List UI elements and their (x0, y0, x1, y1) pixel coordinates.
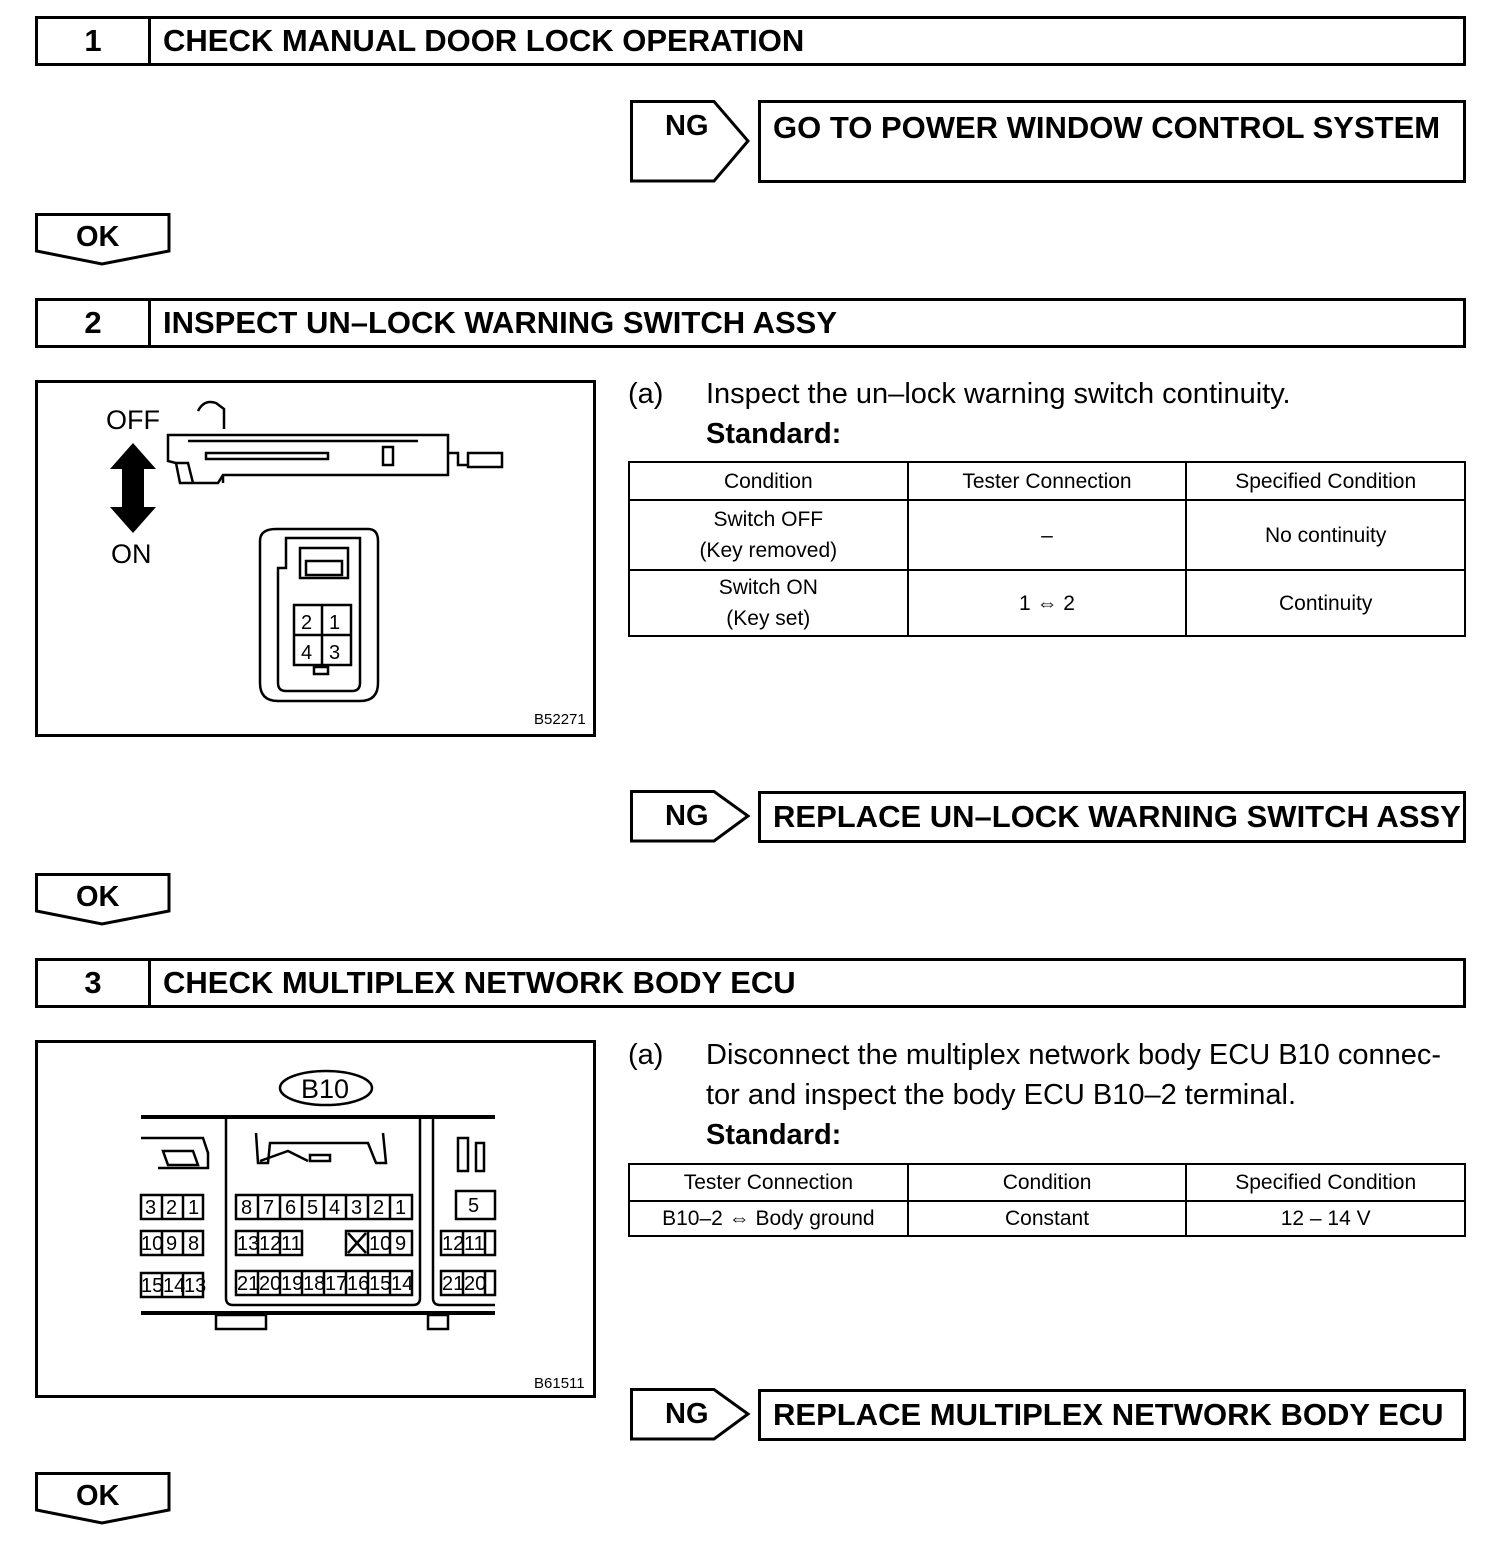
step-number: 2 (38, 301, 151, 345)
pin-label: 10 (141, 1233, 164, 1255)
step-title: INSPECT UN–LOCK WARNING SWITCH ASSY (163, 305, 837, 340)
ecu-connector-illustration (38, 1043, 593, 1395)
on-off-arrow-icon (110, 443, 156, 533)
pin-label: 3 (329, 642, 341, 664)
table-header-row (629, 1164, 1465, 1201)
pin-label: 13 (237, 1233, 260, 1255)
pin-label: 8 (241, 1197, 253, 1219)
ng-label: NG (665, 800, 709, 832)
table-cell: – (908, 500, 1187, 570)
pin-label: 12 (442, 1233, 465, 1255)
pin-label: 2 (373, 1197, 385, 1219)
step-2-header (35, 298, 1466, 348)
pin-label: 16 (347, 1273, 370, 1295)
pin-label: 20 (259, 1273, 282, 1295)
instruction-text: tor and inspect the body ECU B10–2 terminal. (706, 1079, 1296, 1111)
pin-label: 3 (145, 1197, 157, 1219)
pin-label: 21 (442, 1273, 465, 1295)
table-header: Specified Condition (1186, 462, 1465, 500)
continuity-table (628, 461, 1466, 637)
table-cell: No continuity (1186, 500, 1465, 570)
pin-label: 13 (184, 1275, 207, 1297)
pin-label: 18 (303, 1273, 326, 1295)
off-label: OFF (106, 405, 160, 435)
pin-label: 14 (163, 1275, 186, 1297)
ecu-connector-figure (35, 1040, 596, 1398)
step-1-header (35, 16, 1466, 66)
table-cell (629, 570, 908, 636)
pin-label: 11 (281, 1233, 302, 1255)
ng-label: NG (665, 110, 709, 142)
pin-label: 8 (188, 1233, 200, 1255)
ok-label: OK (76, 1480, 120, 1512)
table-cell: Constant (908, 1201, 1187, 1236)
standard-label: Standard: (706, 1119, 842, 1151)
ng-action-box[interactable] (758, 100, 1466, 183)
on-label: ON (111, 539, 152, 569)
instruction-text: Disconnect the multiplex network body ECU B10 connec- (706, 1039, 1442, 1071)
ng-action-box[interactable] (758, 791, 1466, 843)
pin-label: 15 (141, 1275, 164, 1297)
table-header: Specified Condition (1186, 1164, 1465, 1201)
b10-connector-icon (141, 1117, 495, 1329)
pin-label: 17 (325, 1273, 348, 1295)
ng-action-text: REPLACE MULTIPLEX NETWORK BODY ECU (773, 1397, 1444, 1432)
pin-label: 9 (395, 1233, 407, 1255)
pin-label: 10 (369, 1233, 392, 1255)
pin-label: 15 (369, 1273, 392, 1295)
pin-label: 19 (281, 1273, 304, 1295)
pin-label: 2 (166, 1197, 178, 1219)
condition-line: Switch ON (718, 576, 818, 599)
pin-label: 11 (464, 1233, 485, 1255)
table-header-row (629, 462, 1465, 500)
table-header: Condition (908, 1164, 1187, 1201)
ng-action-text: REPLACE UN–LOCK WARNING SWITCH ASSY (773, 799, 1461, 834)
pin-label: 5 (468, 1195, 480, 1217)
ok-label: OK (76, 221, 120, 253)
ng-action-text: GO TO POWER WINDOW CONTROL SYSTEM (773, 110, 1441, 145)
instruction-marker: (a) (628, 1039, 664, 1071)
ok-label: OK (76, 881, 120, 913)
voltage-table (628, 1163, 1466, 1237)
switch-figure (35, 380, 596, 737)
pin-label: 1 (395, 1197, 407, 1219)
ng-label: NG (665, 1398, 709, 1430)
connector-icon (260, 529, 378, 701)
pin-label: 4 (329, 1197, 341, 1219)
step-title: CHECK MANUAL DOOR LOCK OPERATION (163, 23, 805, 58)
pin-label: 1 (188, 1197, 200, 1219)
unlock-warning-switch-icon (168, 402, 502, 483)
connector-id: B10 (301, 1074, 350, 1104)
pin-label: 9 (166, 1233, 178, 1255)
pin-label: 20 (464, 1273, 487, 1295)
table-cell: Continuity (1186, 570, 1465, 636)
condition-line: Switch OFF (713, 508, 824, 531)
table-header: Tester Connection (908, 462, 1187, 500)
step-title: CHECK MULTIPLEX NETWORK BODY ECU (163, 965, 796, 1000)
condition-line: (Key set) (726, 607, 811, 630)
figure-code: B52271 (534, 711, 586, 728)
table-row (629, 570, 1465, 636)
step-number: 1 (38, 19, 151, 63)
figure-code: B61511 (534, 1375, 585, 1392)
table-cell: 1 ⇔ 2 (908, 570, 1187, 636)
table-row (629, 1201, 1465, 1236)
pin-label: 21 (237, 1273, 260, 1295)
pin-label: 7 (263, 1197, 275, 1219)
pin-label: 14 (391, 1273, 414, 1295)
standard-label: Standard: (706, 418, 842, 450)
pin-label: 12 (259, 1233, 282, 1255)
pin-label: 1 (329, 612, 341, 634)
table-header: Condition (629, 462, 908, 500)
pin-label: 5 (307, 1197, 319, 1219)
condition-line: (Key removed) (699, 539, 838, 562)
table-row (629, 500, 1465, 570)
ng-action-box[interactable] (758, 1389, 1466, 1441)
pin-label: 6 (285, 1197, 297, 1219)
step-number: 3 (38, 961, 151, 1005)
pin-label: 2 (301, 612, 313, 634)
step-3-header (35, 958, 1466, 1008)
instruction-text: Inspect the un–lock warning switch continuity. (706, 378, 1291, 410)
pin-label: 4 (301, 642, 313, 664)
table-cell (629, 500, 908, 570)
pin-label: 3 (351, 1197, 363, 1219)
table-header: Tester Connection (629, 1164, 908, 1201)
table-cell: 12 – 14 V (1186, 1201, 1465, 1236)
instruction-marker: (a) (628, 378, 664, 410)
table-cell: B10–2 ⇔ Body ground (629, 1201, 908, 1236)
